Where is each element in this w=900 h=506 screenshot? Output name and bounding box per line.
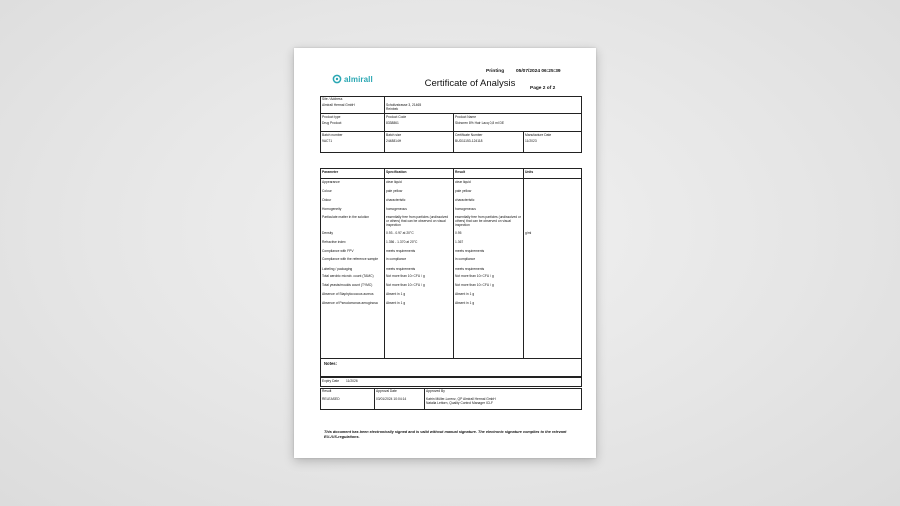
divider (424, 388, 425, 410)
row-parameter: Particulate matter in the solution (322, 215, 370, 219)
row-result: Absent in 1 g (455, 292, 475, 296)
approval-date-label: Approval Date (376, 389, 397, 393)
row-parameter: Total aerobic microb. count (TAMC) (322, 274, 374, 278)
row-specification: homogeneous (386, 207, 407, 211)
row-result: 0.95 (455, 231, 462, 235)
row-specification: clear liquid (386, 180, 402, 184)
row-result: characteristic (455, 198, 475, 202)
result-value: RELEASED (322, 397, 340, 401)
divider (523, 131, 524, 153)
row-parameter: Homogeneity (322, 207, 342, 211)
logo-text: almirall (344, 74, 373, 84)
row-specification: Absent in 1 g (386, 301, 406, 305)
info-block (320, 96, 582, 153)
site-label: Site / Address (322, 97, 343, 101)
row-specification: meets requirements (386, 267, 416, 271)
column-divider (384, 168, 385, 359)
column-divider (523, 168, 524, 359)
row-parameter: Absence of Staphylococcus aureus (322, 292, 374, 296)
row-specification: meets requirements (386, 249, 416, 253)
almirall-logo-icon (332, 74, 342, 84)
approved-by-label: Approved By (426, 389, 445, 393)
row-specification: pale yellow (386, 189, 403, 193)
row-parameter: Total yeasts/moulds count (TYMC) (322, 283, 373, 287)
row-parameter: Compliance with the reference sample (322, 257, 379, 261)
row-result: clear liquid (455, 180, 471, 184)
expiry-value: 11/2026 (346, 379, 358, 383)
row-result: in compliance (455, 257, 476, 261)
product-code-value: 8338861 (386, 121, 399, 125)
divider (453, 113, 454, 153)
product-type-label: Product type (322, 115, 341, 119)
table-header-divider (320, 178, 582, 179)
batch-size-value: 2448814H (386, 139, 402, 143)
divider (320, 113, 582, 114)
divider (384, 96, 385, 153)
row-specification: Not more than 10¹ CFU / g (386, 283, 425, 287)
row-result: Not more than 10¹ CFU / g (455, 283, 494, 287)
row-units: g/ml (525, 231, 532, 235)
approval-date-value: 03/01/2024 10:04:14 (376, 397, 407, 401)
site-name: Almirall Hermal GmbH (322, 103, 355, 107)
column-header-parameter: Parameter (322, 170, 339, 174)
notes-label: Notes: (324, 361, 338, 366)
row-specification: Absent in 1 g (386, 292, 406, 296)
notes-box (320, 358, 582, 378)
row-specification: characteristic (386, 198, 406, 202)
row-result: meets requirements (455, 267, 485, 271)
row-parameter: Density (322, 231, 333, 235)
product-code-label: Product Code (386, 115, 407, 119)
approved-by-line2: Natalia Lettorn, Quality Control Manager ICLF (426, 401, 494, 405)
site-address-line1: Scholtzstrasse 3, 21465 (386, 103, 422, 107)
row-result: Absent in 1 g (455, 301, 475, 305)
column-header-units: Units (525, 170, 534, 174)
certificate-page (294, 48, 596, 458)
page-number: Page 2 of 2 (530, 86, 556, 91)
row-result: pale yellow (455, 189, 472, 193)
certificate-number-label: Certificate Number (455, 133, 483, 137)
row-result: essentially free from particles (undissolved or others) that can be observed on visual inspection (455, 215, 521, 227)
manufacture-date-value: 11/2023 (525, 139, 537, 143)
product-name-label: Product Name (455, 115, 477, 119)
expiry-box (320, 376, 582, 387)
row-parameter: Absence of Pseudomonas aeruginosa (322, 301, 378, 305)
row-specification: 1.356 - 1.370 at 20°C (386, 240, 418, 244)
site-address-line2: Reinbek (386, 107, 399, 111)
product-type-value: Drug Product (322, 121, 342, 125)
row-specification: Not more than 10² CFU / g (386, 274, 425, 278)
row-parameter: Appearance (322, 180, 340, 184)
row-parameter: Refractive index (322, 240, 346, 244)
batch-number-value: 9AC71 (322, 139, 333, 143)
divider (320, 131, 582, 132)
row-specification: 0.93 - 0.97 at 20°C (386, 231, 414, 235)
column-header-result: Result (455, 170, 466, 174)
batch-number-label: Batch number (322, 133, 343, 137)
printing-label: Printing (486, 69, 505, 74)
divider (374, 388, 375, 410)
row-result: Not more than 10² CFU / g (455, 274, 494, 278)
row-parameter: Odour (322, 198, 332, 202)
column-header-specification: Specification (386, 170, 407, 174)
row-result: homogeneous (455, 207, 476, 211)
printing-datetime: 05/07/2024 06:25:39 (516, 69, 561, 74)
row-parameter: Colour (322, 189, 332, 193)
approved-by-line1: Katrin Müller-Lorenz, QP Almirall Hermal GmbH (426, 397, 496, 401)
row-specification: essentially free from particles (undissolved or others) that can be observed on visual inspection (386, 215, 449, 227)
row-parameter: Labeling / packaging (322, 267, 353, 271)
certificate-number-value: BUD11153-124118 (455, 139, 483, 143)
column-divider (453, 168, 454, 359)
almirall-logo (332, 74, 373, 84)
results-table (320, 168, 582, 359)
expiry-label: Expiry Date (322, 379, 340, 383)
document-title: Certificate of Analysis (424, 78, 516, 89)
row-result: meets requirements (455, 249, 485, 253)
row-parameter: Compliance with FPV (322, 249, 354, 253)
row-specification: in compliance (386, 257, 407, 261)
manufacture-date-label: Manufacture Date (525, 133, 552, 137)
row-result: 1.367 (455, 240, 464, 244)
result-label: Result (322, 389, 332, 393)
product-name-value: Skinoren 8% Hair Lacq 0,8 ml DE (455, 121, 505, 125)
batch-size-label: Batch size (386, 133, 402, 137)
electronic-signature-note: This document has been electronically signed and is valid without manual signature. The electronic signature complies to the relevant EU-/US-regulations. (324, 430, 567, 439)
